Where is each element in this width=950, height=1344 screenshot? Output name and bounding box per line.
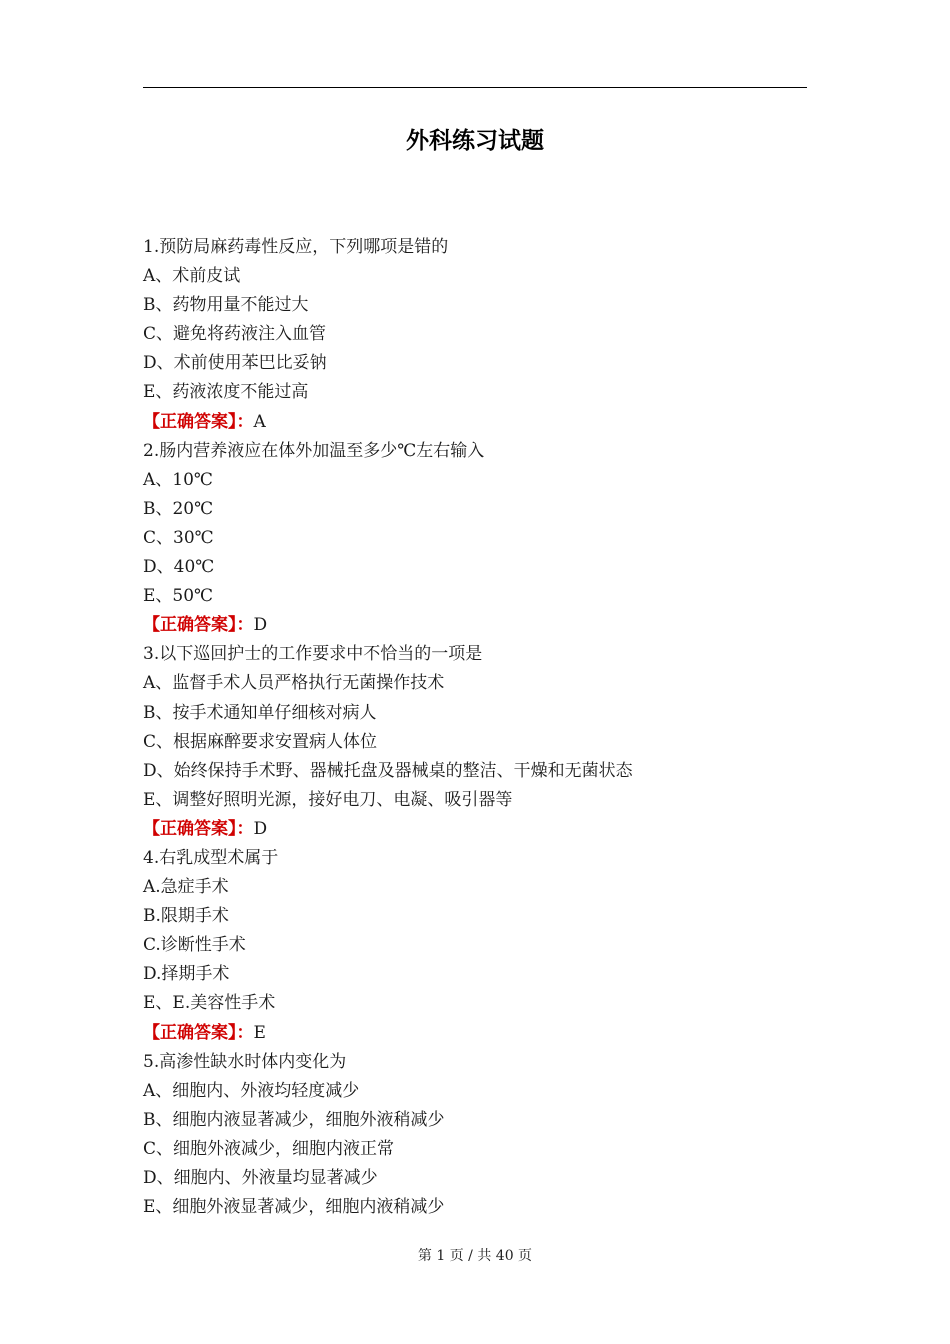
- answer-value: D: [253, 818, 268, 839]
- option: B、20℃: [143, 498, 214, 519]
- question-list: [143, 233, 823, 1222]
- option: A.急症手术: [143, 877, 229, 898]
- option: D、始终保持手术野、器械托盘及器械桌的整洁、干燥和无菌状态: [143, 760, 633, 781]
- option: E、药液浓度不能过高: [143, 382, 309, 403]
- header-rule: [143, 87, 807, 88]
- answer-value: A: [253, 411, 266, 432]
- answer-label: 【正确答案】：: [143, 615, 254, 636]
- answer-label: 【正确答案】：: [143, 818, 254, 839]
- answer-line: [143, 815, 823, 844]
- option: B.限期手术: [143, 906, 229, 927]
- answer-line: [143, 408, 823, 437]
- answer-line: [143, 611, 823, 640]
- option: A、术前皮试: [143, 266, 241, 287]
- option: A、10℃: [143, 469, 213, 490]
- page-title: 外科练习试题: [406, 128, 544, 154]
- answer-label: 【正确答案】：: [143, 411, 254, 432]
- question-stem: 4.右乳成型术属于: [143, 847, 279, 868]
- option: E、细胞外液显著减少，细胞内液稍减少: [143, 1197, 445, 1218]
- option: A、监督手术人员严格执行无菌操作技术: [143, 673, 445, 694]
- option: E、调整好照明光源，接好电刀、电凝、吸引器等: [143, 789, 513, 810]
- question-stem: 3.以下巡回护士的工作要求中不恰当的一项是: [143, 644, 483, 665]
- option: E、E.美容性手术: [143, 993, 276, 1014]
- option: D.择期手术: [143, 964, 230, 985]
- option: B、药物用量不能过大: [143, 295, 309, 316]
- answer-value: D: [253, 615, 268, 636]
- option: C.诊断性手术: [143, 935, 246, 956]
- option: C、避免将药液注入血管: [143, 324, 327, 345]
- option: B、细胞内液显著减少，细胞外液稍减少: [143, 1109, 445, 1130]
- question-stem: 2.肠内营养液应在体外加温至多少℃左右输入: [143, 440, 485, 461]
- option: C、根据麻醉要求安置病人体位: [143, 731, 378, 752]
- question-stem: 5.高渗性缺水时体内变化为: [143, 1051, 347, 1072]
- option: C、30℃: [143, 527, 214, 548]
- page-footer: 第 1 页 / 共 40 页: [417, 1248, 533, 1264]
- question-stem: 1.预防局麻药毒性反应，下列哪项是错的: [143, 237, 449, 257]
- answer-value: E: [253, 1022, 266, 1043]
- option: C、细胞外液减少，细胞内液正常: [143, 1138, 395, 1159]
- answer-line: [143, 1019, 823, 1048]
- option: D、术前使用苯巴比妥钠: [143, 353, 327, 374]
- option: B、按手术通知单仔细核对病人: [143, 702, 377, 723]
- option: E、50℃: [143, 586, 214, 607]
- option: A、细胞内、外液均轻度减少: [143, 1080, 360, 1101]
- option: D、细胞内、外液量均显著减少: [143, 1168, 378, 1188]
- answer-label: 【正确答案】：: [143, 1022, 254, 1043]
- option: D、40℃: [143, 557, 215, 578]
